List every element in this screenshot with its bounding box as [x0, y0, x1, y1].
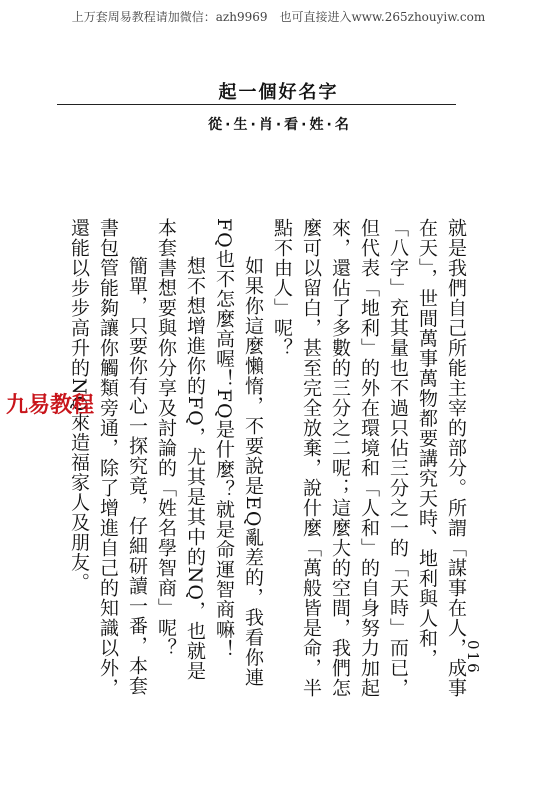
- paragraph-1: 就是我們自己所能主宰的部分。所謂「謀事在人，成事在天」，世間萬事萬物都要講究天時、地利與人和，「八字」充其量也不過只佔三分之一的「天時」而已，但代表「地利」的外在環境和「人和」的自身努力加起來，還佔了多數的三分之二呢；這麼大的空間，我們怎麼可以留白，甚至完全放棄，說什麼「萬般皆是命，半點不由人」呢？: [271, 218, 467, 698]
- subtitle-dot: ·: [326, 117, 332, 133]
- subtitle-dot: ·: [225, 117, 231, 133]
- paragraph-2: 如果你這麼懶惰，不要說是EQ亂差的，我看你連FQ也不怎麼高喔！FQ是什麼？就是命運智商嘛！: [213, 218, 264, 688]
- paragraph-4: 簡單，只要你有心一探究竟，仔細研讀一番，本套書包管能夠讓你觸類旁通，除了增進自己的知識以外，還能以步步高升的NQ來造福家人及朋友。: [68, 218, 148, 698]
- subtitle-dot: ·: [250, 117, 256, 133]
- subtitle-char: 生: [233, 117, 248, 133]
- subtitle-char: 看: [284, 117, 299, 133]
- subtitle-dot: ·: [275, 117, 282, 133]
- subtitle-char: 肖: [258, 117, 273, 133]
- chapter-subtitle: [0, 114, 557, 134]
- paragraph-3: 想不想增進你的FQ，尤其是其中的NQ，也就是本套書想要與你分享及討論的「姓名學智商」呢？: [155, 218, 206, 681]
- body-text: [68, 218, 470, 698]
- subtitle-char: 姓: [309, 117, 324, 133]
- book-title: 起一個好名字: [218, 82, 339, 103]
- subtitle-char: 從: [208, 117, 223, 133]
- side-watermark-text: 九易教程: [6, 393, 95, 418]
- top-watermark-text: 上万套周易教程请加微信：azh9969 也可直接进入www.265zhouyiw.com: [71, 10, 486, 24]
- subtitle-dot: ·: [301, 117, 307, 133]
- page-number: 016: [464, 640, 482, 675]
- subtitle-char: 名: [334, 117, 349, 133]
- title-rule: [57, 104, 456, 105]
